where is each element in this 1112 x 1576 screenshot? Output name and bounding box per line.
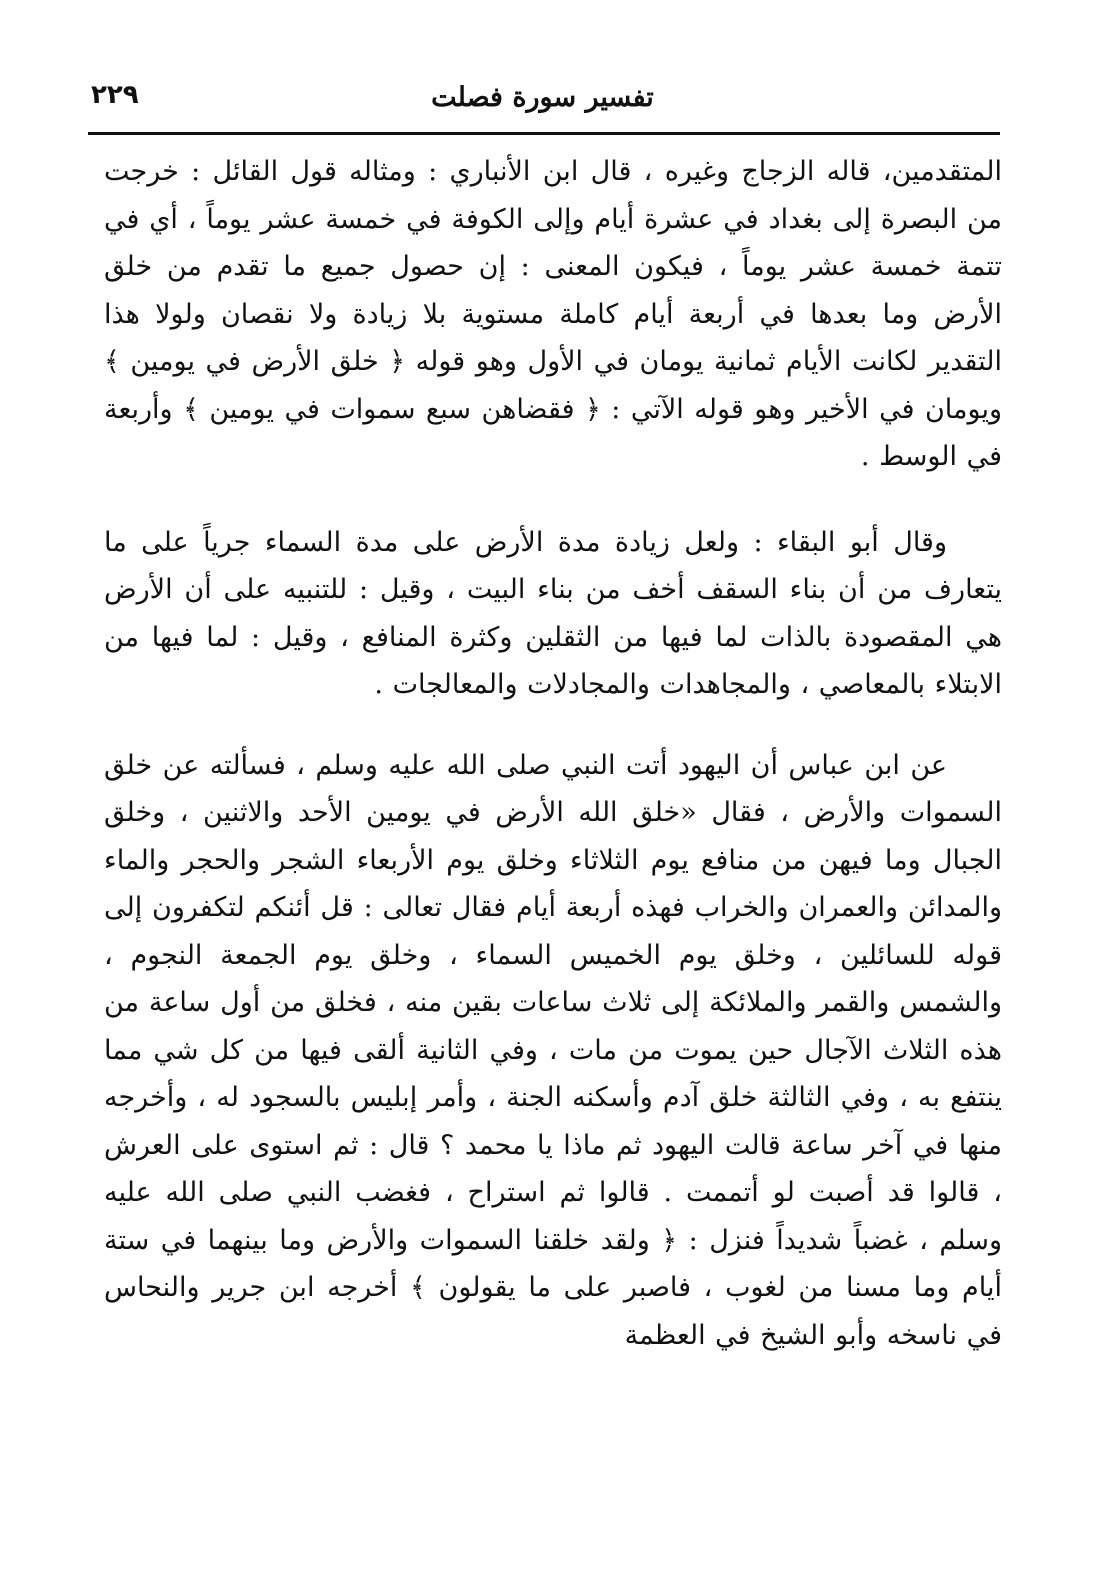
body-text — [104, 148, 1002, 1359]
header-divider — [88, 132, 1000, 135]
paragraph-3: عن ابن عباس أن اليهود أتت النبي صلى الله عليه وسلم ، فسألته عن خلق السموات والأرض ، فقال «خلق الله الأرض في يومين الأحد والاثنين ، وخلق الجبال وما فيهن من منافع يوم الثلاثاء وخلق يوم الأربعاء الشجر والحجر والماء والمدائن والعمران والخراب فهذه أربعة أيام فقال تعالى : قل أئنكم لتكفرون إلى قوله للسائلين ، وخلق يوم الخميس السماء ، وخلق يوم الجمعة النجوم ، والشمس والقمر والملائكة إلى ثلاث ساعات بقين منه ، فخلق من أول ساعة من هذه الثلاث الآجال حين يموت من مات ، وفي الثانية ألقى فيها من كل شي مما ينتفع به ، وفي الثالثة خلق آدم وأسكنه الجنة ، وأمر إبليس بالسجود له ، وأخرجه منها في آخر ساعة قالت اليهود ثم ماذا يا محمد ؟ قال : ثم استوى على العرش ، قالوا قد أصبت لو أتممت . قالوا ثم استراح ، فغضب النبي صلى الله عليه وسلم ، غضباً شديداً فنزل : ﴿ ولقد خلقنا السموات والأرض وما بينهما في ستة أيام وما مسنا من لغوب ، فاصبر على ما يقولون ﴾ أخرجه ابن جرير والنحاس في ناسخه وأبو الشيخ في العظمة — [104, 749, 1002, 1351]
page-number: ٢٢٩ — [91, 80, 139, 110]
running-title: تفسير سورة فصلت — [431, 82, 654, 113]
page-header — [85, 78, 1000, 130]
paragraph-1: المتقدمين، قاله الزجاج وغيره ، قال ابن الأنباري : ومثاله قول القائل : خرجت من البصرة إلى بغداد في عشرة أيام وإلى الكوفة في خمسة عشر يوماً ، أي في تتمة خمسة عشر يوماً ، فيكون المعنى : إن حصول جميع ما تقدم من خلق الأرض وما بعدها في أربعة أيام كاملة مستوية بلا زيادة ولا نقصان ولولا هذا التقدير لكانت الأيام ثمانية يومان في الأول وهو قوله ﴿ خلق الأرض في يومين ﴾ ويومان في الأخير وهو قوله الآتي : ﴿ فقضاهن سبع سموات في يومين ﴾ وأربعة في الوسط . — [104, 156, 1002, 472]
paragraph-2: وقال أبو البقاء : ولعل زيادة مدة الأرض على مدة السماء جرياً على ما يتعارف من أن بناء السقف أخف من بناء البيت ، وقيل : للتنبيه على أن الأرض هي المقصودة بالذات لما فيها من الثقلين وكثرة المنافع ، وقيل : لما فيها من الابتلاء بالمعاصي ، والمجاهدات والمجادلات والمعالجات . — [104, 526, 1002, 700]
